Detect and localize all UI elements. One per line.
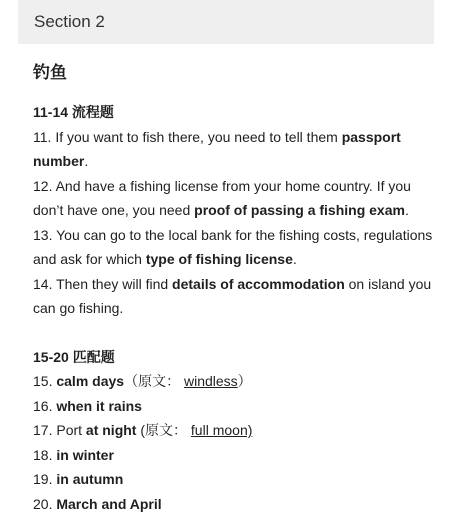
spacer	[33, 321, 433, 345]
part1-title: 11-14 流程题	[33, 100, 433, 125]
question-17	[33, 418, 433, 443]
q15-answer: calm days	[56, 373, 124, 389]
q14-text: 14. Then they will find	[33, 276, 172, 292]
topic-title: 钓鱼	[33, 60, 433, 86]
q12-answer: proof of passing a fishing exam	[194, 202, 405, 218]
q17-answer: at night	[86, 422, 137, 438]
q16-answer: when it rains	[56, 398, 142, 414]
q13-text: 13. You can go to the local bank for the fishing costs, regulations and ask for which	[33, 227, 432, 268]
question-15	[33, 369, 433, 394]
q15-paren-open: （原文：	[124, 373, 180, 389]
q15-paren-close: ）	[238, 373, 252, 389]
q15-number: 15.	[33, 373, 56, 389]
section-header	[18, 0, 434, 44]
q18-number: 18.	[33, 447, 56, 463]
q19-answer: in autumn	[56, 471, 123, 487]
q17-text: 17. Port	[33, 422, 86, 438]
q20-number: 20.	[33, 496, 56, 512]
question-19	[33, 467, 433, 492]
question-11	[33, 125, 433, 174]
question-14	[33, 272, 433, 321]
q18-answer: in winter	[56, 447, 114, 463]
matching-list	[33, 369, 433, 516]
q15-original-word: windless	[184, 373, 238, 389]
notes-content	[33, 58, 433, 516]
section-title: Section 2	[34, 12, 105, 31]
question-16	[33, 394, 433, 419]
question-18	[33, 443, 433, 468]
q14-end: on island you can go fishing.	[33, 276, 431, 317]
q11-answer: passport number	[33, 129, 401, 170]
q17-original-word: full moon)	[191, 422, 252, 438]
q16-number: 16.	[33, 398, 56, 414]
question-12	[33, 174, 433, 223]
q12-text: 12. And have a fishing license from your home country. If you don’t have one, you need	[33, 178, 411, 219]
question-13	[33, 223, 433, 272]
q13-end: .	[293, 251, 297, 267]
part2-title: 15-20 匹配题	[33, 345, 433, 370]
q14-answer: details of accommodation	[172, 276, 345, 292]
q12-end: .	[405, 202, 409, 218]
q11-end: .	[84, 153, 88, 169]
q17-paren-open: (原文：	[136, 422, 187, 438]
q11-text: 11. If you want to fish there, you need to tell them	[33, 129, 342, 145]
question-20	[33, 492, 433, 516]
q19-number: 19.	[33, 471, 56, 487]
q13-answer: type of fishing license	[146, 251, 293, 267]
q20-answer: March and April	[56, 496, 161, 512]
